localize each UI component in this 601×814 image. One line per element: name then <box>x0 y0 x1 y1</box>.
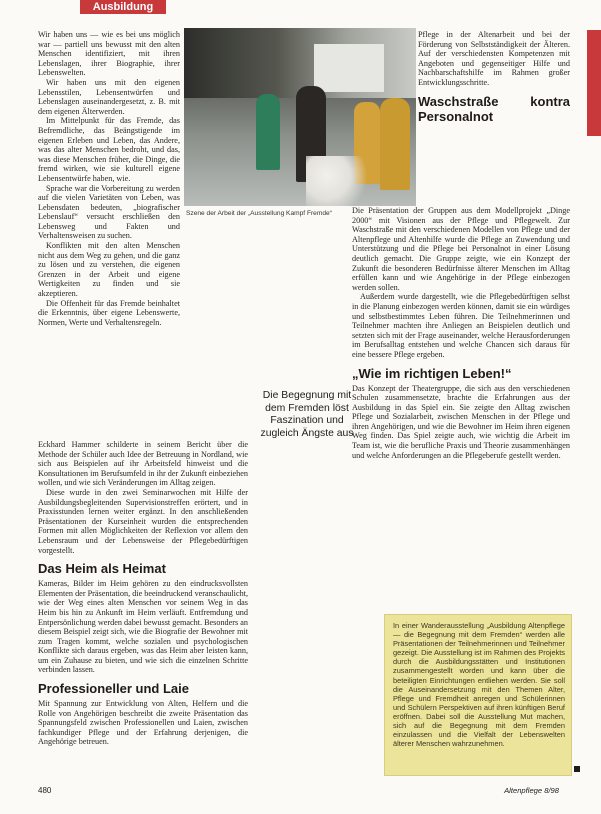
right-wide-column <box>352 206 570 460</box>
section-heading: „Wie im richtigen Leben!“ <box>352 365 512 381</box>
section-heading: Professioneller und Laie <box>38 681 189 697</box>
info-box-text: In einer Wanderausstellung „Ausbildung Altenpflege — die Begegnung mit dem Fremden“ werden alle Präsentationen der Teilnehmerinnen und Teilnehmer gezeigt. Die Ausstellung ist im Rahmen des Projekts durch die Ausbildungsstätten und Institutionen zusammengestellt worden und kann über die beteiligten Einrichtungen entliehen werden. Sie soll die Auseinandersetzung mit den Themen Alter, Pflege und Fremdheit anregen und Schülerinnen und Schülern Perspektiven auf ihren künftigen Beruf eröffnen. Dabei soll die Ausstellung Mut machen, sich auf die Begegnung mit dem Fremden einzulassen und die Vielfalt der Lebenswelten älterer Menschen wahrzunehmen. <box>393 621 565 749</box>
lower-left-column <box>38 440 248 747</box>
photo-caption: Szene der Arbeit der „Ausstellung Kampf Fremde“ <box>186 210 332 217</box>
photo-flowers <box>306 156 376 206</box>
journal-name: Altenpflege 8/98 <box>504 786 559 795</box>
right-wide-paragraph: Außerdem wurde dargestellt, wie die Pflegebedürftigen selbst in die Planung einbezogen werden können, damit sie ein würdiges und selbstbestimmtes Leben führen. Die Teilnehmerinnen und Teilnehmer machten ihre Anliegen an Beispielen deutlich und setzten sich mit der Frage auseinander, welche Herausforderungen im Berufsalltag entstehen und welche Chancen sich daraus für eine bessere Pflege ergeben. <box>352 292 570 359</box>
section-heading: Waschstraße kontra Personalnot <box>418 93 570 124</box>
left-paragraph: Konflikten mit den alten Menschen nicht aus dem Weg zu gehen, und die ganz zu lösen und zu verstehen, die eigenen Grenzen in der Arbeit und eigene Wertigkeiten zu finden und sie akzeptieren. <box>38 241 180 299</box>
end-of-article-square-icon <box>574 766 580 772</box>
edge-color-tab <box>587 30 601 120</box>
right-top-paragraph: Pflege in der Altenarbeit und bei der Förderung von Selbstständigkeit der Älteren. Auf der verschiedensten Kompetenzen mit Angeboten und gegenseitiger Hilfe und Nachbarschaftshilfe im Rahmen großer Entwicklungsschritte. <box>418 30 570 87</box>
page-number: 480 <box>38 786 52 795</box>
right-wide-paragraph: Die Präsentation der Gruppen aus dem Modellprojekt „Dinge 2000“ mit Visionen aus der Pflege und Pflegewelt. Zur Waschstraße mit den verschiedenen Modellen von Pflege und der Altenpflege und Altenhilfe wurde die Pflege an Zuwendung und Unterstützung und die Pflege bei Personalnot in einer Lösung deutlich gemacht. Die Gruppe zeigte, wie ein Konzept der Zukunft die besonderen Bedürfnisse älterer Menschen im Alltag erfüllen kann und wie Angehörige in der Pflege einbezogen werden sollen. <box>352 206 570 292</box>
pull-quote: Die Begegnung mit dem Fremden löst Faszination und zugleich Ängste aus <box>260 390 354 439</box>
lower-left-body: Mit Spannung zur Entwicklung von Alten, Helfern und die Rolle von Angehörigen beschreibt die zweite Präsentation das Spannungsfeld zwischen Professionellen und Laien, zwischen fachkundiger Pflege und der Erfahrung derjenigen, die Angehörige betreuen. <box>38 699 248 747</box>
photo-person <box>256 94 280 170</box>
right-top-column <box>418 30 570 127</box>
lower-left-intro: Diese wurde in den zwei Seminarwochen mit Hilfe der Ausbildungsbegleitenden Supervisionstreffen erörtert, und in Praxisstunden lernen weiter ergänzt. In den anschließenden Präsentationen der Kurseinheit wurden die entsprechenden Formen mit allen Möglichkeiten der Reflexion vor allem den Lebensraum und der Lebensweise der Pflegebedürftigen vorgestellt. <box>38 487 248 555</box>
section-heading: Das Heim als Heimat <box>38 561 166 577</box>
lower-left-body: Kameras, Bilder im Heim gehören zu den eindrucksvollsten Elementen der Präsentation, die beeindruckend veranschaulicht, wie der Weg eines alten Menschen vor seinem Weg in das Heim bis hin zu Ankunft im Heim verläuft. Entfremdung und Entpersönlichung werden dabei bewusst gemacht. Besonders an diesem Beispiel zeigt sich, wie die Biografie der Bewohner mit zum Tragen kommt, welche sozialen und psychologischen Konflikte sich daraus ergeben, was das Heim aber leisten kann, um ein Zuhause zu bieten, und wie sich die einzelnen Schritte verbinden lassen. <box>38 579 248 675</box>
info-box <box>384 614 572 776</box>
section-tab: Ausbildung <box>80 0 166 14</box>
edge-color-tab-lower <box>587 120 601 136</box>
photo-person <box>380 98 410 190</box>
left-paragraph: Die Offenheit für das Fremde beinhaltet die Erkenntnis, über eigene Lebenswerte, Normen, Werte und Verhaltensregeln. <box>38 298 180 327</box>
left-paragraph: Im Mittelpunkt für das Fremde, das Befremdliche, das Beängstigende im eigenen Erleben und Leben, das Andere, was das alter Menschen bedroht, und das, was diese Menschen früher, die Dinge, die fremd wirken, wie sie kulturell eigene Lebensentwürfe haben, wie. <box>38 116 180 183</box>
left-paragraph: Wir haben uns — wie es bei uns möglich war — partiell uns bewusst mit den alten Menschen identifiziert, mit ihren Lebenslagen, ihrer Biographie, ihrer Lebenswelten. <box>38 30 180 78</box>
left-paragraph: Sprache war die Vorbereitung zu werden auf die vielen Varietäten von Leben, was Lebensdaten bedeuten, „biografischer Lebenslauf“ versucht erschließen den Lebensweg und Fakten und Verhaltensweisen zu suchen. <box>38 183 180 241</box>
left-column <box>38 30 180 327</box>
left-paragraph: Wir haben uns mit den eigenen Lebensstilen, Lebensentwürfen und Lebenslagen auseinandergesetzt, z. B. mit dem eigenen Älterwerden. <box>38 77 180 116</box>
photo-board <box>314 44 384 92</box>
lower-left-intro: Eckhard Hammer schilderte in seinem Bericht über die Methode der Schüler auch Idee der Betreuung in Nordland, wie sich aus Beispielen auf ihr Arbeitsfeld hinweist und die Konsultationen im Berufsumfeld in ihr der Zukunft einbeziehen wollen, und wie sich Veränderungen im Alltag zeigen. <box>38 440 248 488</box>
right-wide-body: Das Konzept der Theatergruppe, die sich aus den verschiedenen Schulen zusammensetzte, brachte die Erfahrungen aus der Ausbildung in das Spiel ein. Sie zeigte den Alltag zwischen Pflege und Sozialarbeit, zwischen Menschen in der Pflege und ihren Angehörigen, und wie die Bewohner im Heim ihren eigenen Weg finden. Das Spiel zeigte auch, wie wichtig die Arbeit im Team ist, wie die berufliche Praxis und Theorie zusammenhängen und welche Anforderungen an die Pflegeberufe gestellt werden. <box>352 383 570 460</box>
event-photo <box>184 28 416 206</box>
